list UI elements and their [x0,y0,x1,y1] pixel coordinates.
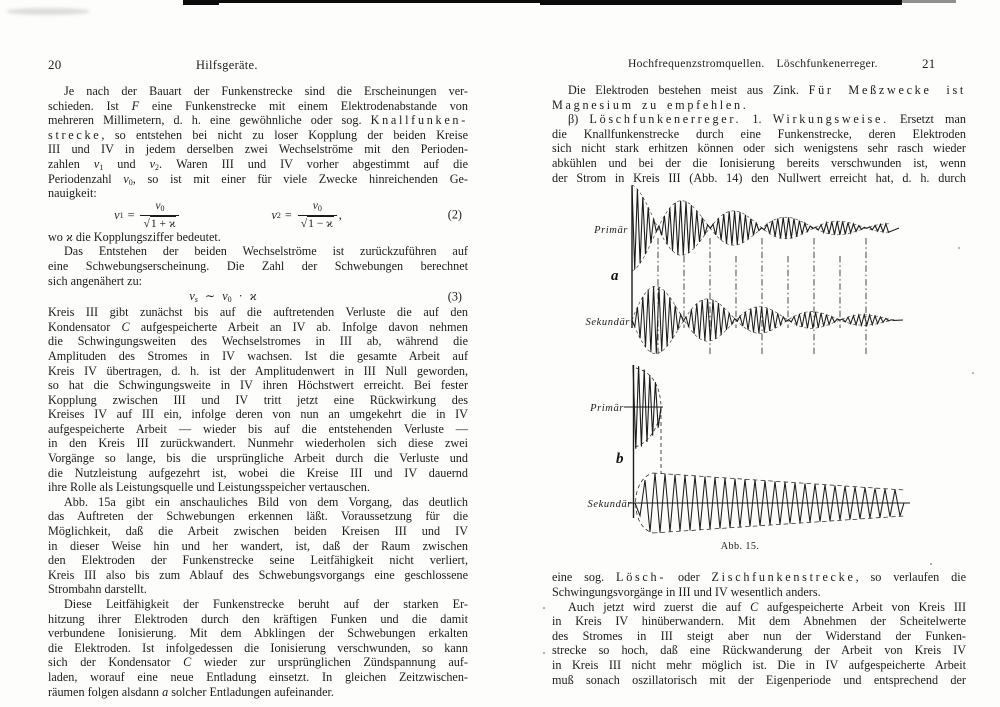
scan-edge-blob [183,0,219,5]
right-running-title: Hochfrequenzstromquellen. Löschfunkenerreger. [628,57,878,70]
text-line: sich angenähert zu: [48,273,143,288]
dot-operator: · [238,289,243,304]
label-a-primaer: Primär [594,225,628,236]
figure-caption: Abb. 15. [720,541,760,552]
text-line: Kreis III gibt zunächst bis auf die auftretenden Verluste die auf den [48,305,468,320]
text-line: Kondensator C aufgespeicherte Arbeit an IV ab. Infolge davon nehmen [48,319,468,334]
text-line: die Knallfunkenstrecke durch eine Funkenstrecke, deren Elektroden [552,126,966,141]
equation-2-second [271,200,341,231]
right-page-number: 21 [922,56,936,71]
scan-speck [543,607,545,609]
text-line: Diese Leitfähigkeit der Funkenstrecke beruht auf der starken Er- [64,597,468,611]
nu-symbol: ν [271,207,277,222]
waveform-group-b [624,365,910,533]
text-line: abkühlen und bei der die Ionisierung bereits verschwunden ist, wenn [552,155,966,170]
text-line: so hat die Schwingungsweite in IV ihren Höchstwert erreicht. Bei fester [48,378,468,393]
scan-edge-fade [898,0,956,3]
subscript: 2 [276,210,281,220]
equation-3 [48,288,468,305]
waveform-group-a [632,185,903,355]
wave-a-secondary [632,287,903,354]
scan-edge-segment [540,0,902,5]
paragraph [48,230,468,288]
text-line: Kreis III also bis zum Ablauf des Schwebungsvorgangs eine geschlossene [48,567,468,582]
comma: , [338,207,342,222]
label-a: a [611,268,619,284]
paragraph [48,84,468,201]
scan-edge-segment [183,0,563,3]
subscript: s [194,295,198,305]
text-line: wo ϰ die Kopplungsziffer bedeutet. [48,229,221,244]
text-line: in den Kreis III zurückwandert. Nunmehr wiederholen sich diese zwei [48,436,468,451]
text-line: Kopplung zwischen III und IV tritt jetzt eine Rückwirkung des [48,392,468,407]
equation-number: (2) [447,207,462,222]
paragraph [48,597,468,699]
equals-sign: = [284,207,292,222]
text-line: Schwingungsvorgänge in III und IV wesentlich anders. [552,584,821,599]
equals-sign: = [127,207,135,222]
text-line: ihre Rolle als Leistungsquelle und Leistungsspeicher vertauschen. [48,480,370,495]
text-line: der Strom in Kreis III (Abb. 14) den Nullwert erreicht hat, d. h. durch [552,170,966,185]
nu-symbol: ν [222,289,228,304]
text-line: Das Entstehen der beiden Wechselströme ist zurückzuführen auf [64,244,468,259]
text-line: III und IV in jedem derselben zwei Wechselströme mit den Perioden- [48,142,468,157]
text-line: Vorgänge so lange, bis die ursprüngliche Arbeit durch die Verluste und [48,451,468,466]
text-line: in Kreis IV hinüberwandern. Mit dem Abnehmen der Scheitelwerte [552,614,966,629]
denominator: √1 + ϰ [140,215,179,231]
text-line: sich nicht stark erhitzen können oder sich wenigstens sehr rasch wieder [552,141,966,156]
left-page-number: 20 [48,57,62,72]
paragraph [48,495,468,597]
label-b: b [616,451,624,467]
nu-symbol: ν [114,207,120,222]
label-a-sekundaer: Sekundär [585,317,630,328]
figure-abb-15 [560,182,980,562]
equation-2-first [114,200,181,231]
text-line: Je nach der Bauart der Funkenstrecke sind die Erscheinungen ver- [64,84,468,98]
numerator: ν0 [312,198,322,213]
text-line: Auch jetzt wird zuerst die auf C aufgespeicherte Arbeit von Kreis III [568,599,966,614]
equation-2 [48,198,468,230]
text-line: zahlen ν1 und ν2. Waren III und IV vorher abgestimmt auf die [48,156,468,172]
numerator: ν0 [155,198,165,213]
text-line: die Nutzleistung aufgezehrt ist, wobei die Kreise III und IV dauernd [48,465,468,480]
equation-number: (3) [447,289,462,304]
text-line: muß sonach oszillatorisch mit der Eigenperiode und entsprechend der [552,672,966,687]
text-line: die Elektroden. Ist infolgedessen die Ionisierung verschwunden, so kann [48,640,468,655]
text-line: des Stromes in III steigt aber nun der Widerstand der Funken- [552,628,966,643]
text-line: Magnesium zu empfehlen. [552,97,749,112]
scan-speck [543,652,545,654]
text-line: Kreis IV übertragen, d. h. ist der Amplitudenwert in III Null geworden, [48,363,468,378]
text-line: räumen folgen alsdann a solcher Entladungen aufeinander. [48,684,334,699]
text-line: Amplituden des Stromes in IV wachsen. Ist die gesamte Arbeit auf [48,348,468,363]
subscript: 1 [119,210,124,220]
fraction [298,200,337,231]
scan-smudge [6,8,90,15]
text-line: strecke, so entstehen bei nicht zu loser Kopplung der beiden Kreise [48,127,468,142]
text-line: Strombahn darstellt. [48,582,147,597]
text-line: Kreises IV auf III ein, infolge deren von nun an umgekehrt die in IV [48,407,468,422]
envelope-b-secondary [653,473,904,490]
text-line: das Auftreten der Schwebungen erkennen läßt. Voraussetzung für die [48,509,468,524]
text-line: in Kreis III nicht mehr möglich ist. Die in IV aufgespeicherte Arbeit [552,657,966,672]
text-line: den Elektroden der Funkenstrecke seine Leitfähigkeit nicht verliert, [48,553,468,568]
text-line: sich der Kondensator C wieder zur ursprünglichen Zündspannung auf- [48,655,468,670]
nu-symbol: ν [189,289,195,304]
text-line: strecke so hoch, daß eine Rückwanderung der Arbeit von Kreis IV [552,643,966,658]
text-line: Möglichkeit, daß die Arbeit zwischen beiden Kreisen III und IV [48,524,468,539]
paragraph [552,112,966,185]
text-line: mehreren Millimetern, d. h. eine gewöhnliche oder sog. Knallfunken- [48,113,468,128]
paragraph [552,83,966,112]
paragraph [48,305,468,495]
text-line: verbundene Ionisierung. Mit dem Abklingen der Schwebungen erkalten [48,626,468,641]
similar-sign: ∼ [204,289,216,304]
text-line: Die Elektroden bestehen meist aus Zink. Für Meßzwecke ist [568,83,966,97]
text-line: eine Schwebungserscheinung. Die Zahl der Schwebungen berechnet [48,258,468,273]
fraction [140,200,179,231]
text-line: die Schwingungsweiten des Wechselstromes in III ab, während die [48,334,468,349]
text-line: in dieser Weise hin und her wandert, ist, daß der Raum zwischen [48,538,468,553]
text-line: β) Löschfunkenerreger. 1. Wirkungsweise. Ersetzt man [568,112,966,127]
kappa-symbol: ϰ [249,289,257,304]
label-b-primaer: Primär [590,403,624,414]
text-line: schieden. Ist F eine Funkenstrecke mit einem Elektrodenabstande von [48,98,468,113]
paragraph [552,570,966,599]
text-line: nauigkeit: [48,186,97,201]
text-line: aufgespeicherte Arbeit — wieder bis auf die entstehenden Verluste — [48,421,468,436]
left-page-text-column [48,84,468,699]
text-line: laden, worauf eine neue Entladung einsetzt. In gleichen Zeitzwischen- [48,669,468,684]
wave-a-primary [632,185,899,269]
envelope-a-primary [632,228,890,271]
text-line: hitzung ihrer Elektroden durch den kräftigen Funken und die damit [48,611,468,626]
label-b-sekundaer: Sekundär [587,499,632,510]
denominator: √1 − ϰ [298,215,337,231]
paragraph [552,600,966,688]
left-running-title: Hilfsgeräte. [196,58,258,72]
text-line: Abb. 15a gibt ein anschauliches Bild von dem Vorgang, das deutlich [64,494,468,509]
text-line: eine sog. Lösch- oder Zischfunkenstrecke, so verlaufen die [552,570,966,585]
text-line: Periodenzahl ν0, so ist mit einer für viele Zwecke hinreichenden Ge- [48,171,468,187]
subscript: 0 [227,295,232,305]
